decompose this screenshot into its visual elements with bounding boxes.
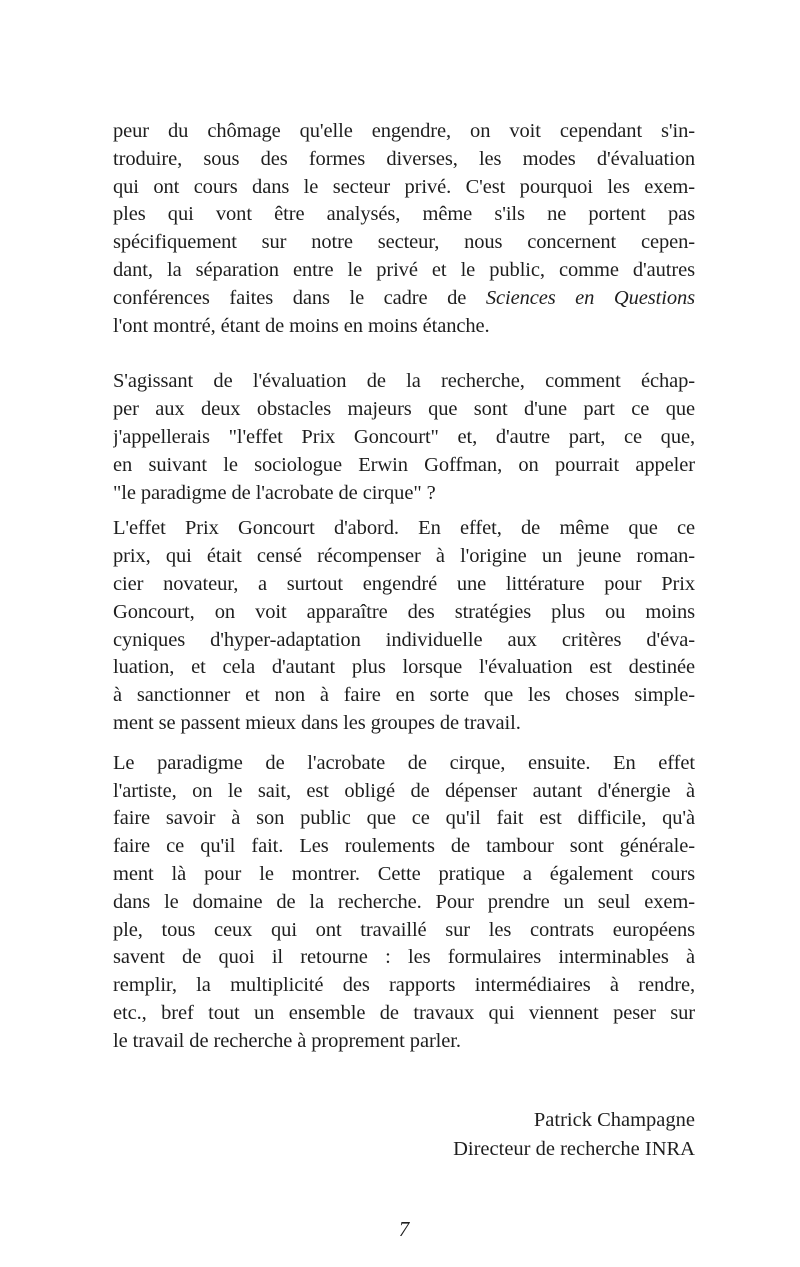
paragraph	[113, 515, 695, 737]
text-segment: luation, et cela d'autant plus lorsque l'évaluation est destinée	[113, 656, 695, 679]
text-line	[113, 571, 695, 599]
text-line	[113, 480, 695, 508]
text-line	[113, 118, 695, 146]
paragraph	[113, 118, 695, 340]
text-segment: conférences faites dans le cadre de	[113, 286, 486, 309]
text-line	[113, 682, 695, 710]
text-segment: peur du chômage qu'elle engendre, on voit cependant s'in-	[113, 120, 695, 142]
text-line	[113, 368, 695, 396]
text-segment: le travail de recherche à proprement parler.	[113, 1029, 461, 1052]
text-segment: ple, tous ceux qui ont travaillé sur les contrats européens	[113, 918, 695, 941]
text-line	[113, 285, 695, 313]
text-line	[113, 944, 695, 972]
text-line	[113, 861, 695, 889]
text-segment: dant, la séparation entre le privé et le public, comme d'autres	[113, 258, 695, 281]
text-segment: L'effet Prix Goncourt d'abord. En effet, de même que ce	[113, 517, 695, 540]
text-segment: qui ont cours dans le secteur privé. C'est pourquoi les exem-	[113, 175, 695, 198]
text-segment: faire ce qu'il fait. Les roulements de tambour sont générale-	[113, 835, 695, 858]
signature-block	[113, 1106, 695, 1164]
text-segment: remplir, la multiplicité des rapports intermédiaires à rendre,	[113, 974, 695, 997]
text-line	[113, 805, 695, 833]
text-line	[113, 229, 695, 257]
text-line	[113, 599, 695, 627]
text-segment: ment là pour le montrer. Cette pratique a également cours	[113, 862, 695, 885]
page-number: 7	[398, 1216, 410, 1241]
text-line	[113, 543, 695, 571]
italic-text-segment: Sciences en Questions	[485, 286, 695, 309]
signature-name: Patrick Champagne	[533, 1108, 695, 1131]
text-line	[113, 515, 695, 543]
text-line	[113, 146, 695, 174]
text-line	[113, 710, 695, 738]
text-line	[113, 972, 695, 1000]
text-segment: dans le domaine de la recherche. Pour prendre un seul exem-	[113, 890, 695, 913]
body-text	[113, 118, 695, 1056]
text-line	[113, 174, 695, 202]
text-line	[113, 889, 695, 917]
text-segment: cier novateur, a surtout engendré une littérature pour Prix	[113, 572, 695, 595]
text-segment: faire savoir à son public que ce qu'il fait est difficile, qu'à	[113, 807, 695, 830]
text-line	[113, 1028, 695, 1056]
text-line	[113, 750, 695, 778]
text-segment: savent de quoi il retourne : les formulaires interminables à	[113, 946, 695, 969]
text-segment: troduire, sous des formes diverses, les modes d'évaluation	[113, 147, 695, 170]
text-segment: l'artiste, on le sait, est obligé de dépenser autant d'énergie à	[113, 779, 695, 802]
text-line	[113, 654, 695, 682]
text-line	[113, 917, 695, 945]
signature-title: Directeur de recherche INRA	[453, 1137, 695, 1160]
text-segment: en suivant le sociologue Erwin Goffman, on pourrait appeler	[113, 453, 695, 476]
text-segment: "le paradigme de l'acrobate de cirque" ?	[113, 481, 436, 504]
text-segment: cyniques d'hyper-adaptation individuelle aux critères d'éva-	[113, 628, 695, 651]
text-line	[113, 257, 695, 285]
text-line	[113, 452, 695, 480]
text-line	[113, 313, 695, 341]
text-line	[113, 1000, 695, 1028]
text-line	[113, 201, 695, 229]
text-line	[113, 396, 695, 424]
text-segment: l'ont montré, étant de moins en moins étanche.	[113, 314, 490, 337]
paragraph	[113, 368, 695, 507]
text-segment: j'appellerais "l'effet Prix Goncourt" et, d'autre part, ce que,	[113, 425, 695, 448]
text-segment: ples qui vont être analysés, même s'ils ne portent pas	[113, 203, 695, 226]
text-segment: spécifiquement sur notre secteur, nous concernent cepen-	[113, 231, 695, 254]
text-line	[113, 424, 695, 452]
text-segment: Goncourt, on voit apparaître des stratégies plus ou moins	[113, 600, 695, 623]
text-line	[113, 778, 695, 806]
text-segment: etc., bref tout un ensemble de travaux qui viennent peser sur	[113, 1001, 695, 1024]
text-segment: per aux deux obstacles majeurs que sont d'une part ce que	[113, 398, 695, 421]
text-line	[113, 833, 695, 861]
text-segment: S'agissant de l'évaluation de la recherche, comment échap-	[113, 370, 695, 393]
paragraph	[113, 750, 695, 1056]
text-segment: Le paradigme de l'acrobate de cirque, ensuite. En effet	[113, 751, 695, 774]
text-line	[113, 627, 695, 655]
text-segment: à sanctionner et non à faire en sorte que les choses simple-	[113, 684, 695, 707]
text-segment: ment se passent mieux dans les groupes de travail.	[113, 711, 521, 734]
text-segment: prix, qui était censé récompenser à l'origine un jeune roman-	[113, 545, 695, 568]
